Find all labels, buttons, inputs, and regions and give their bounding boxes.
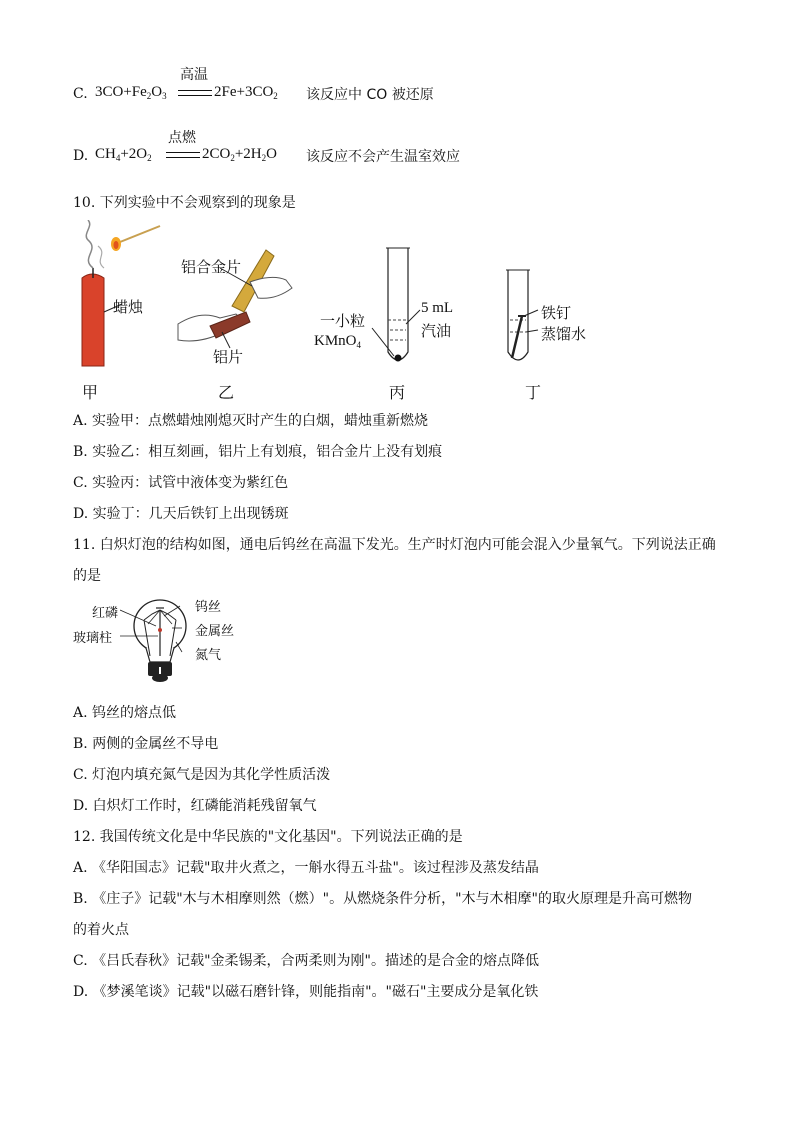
- q11-option-c: C. 灯泡内填充氮气是因为其化学性质活泼: [73, 767, 331, 783]
- sub-label-bing: 丙: [389, 383, 406, 402]
- condition-ignite: 点燃: [168, 130, 196, 146]
- label-alloy: 铝合金片: [181, 258, 242, 276]
- q12-option-a: A. 《华阳国志》记载"取井火煮之，一斛水得五斗盐"。该过程涉及蒸发结晶: [73, 860, 539, 876]
- option-d-letter: D.: [73, 148, 89, 164]
- label-nitrogen: 氮气: [195, 648, 222, 663]
- label-distilled-water: 蒸馏水: [541, 325, 587, 343]
- q10-option-a: A. 实验甲：点燃蜡烛刚熄灭时产生的白烟，蜡烛重新燃烧: [73, 413, 429, 429]
- equation-d-right: $2CO_2+2H_2O$: [202, 146, 277, 163]
- label-tungsten-wire: 钨丝: [195, 600, 222, 615]
- q10-option-d: D. 实验丁：几天后铁钉上出现锈斑: [73, 506, 289, 522]
- q11-option-b: B. 两侧的金属丝不导电: [73, 736, 219, 752]
- option-c-letter: C.: [73, 86, 88, 102]
- label-5ml: 5 mL: [421, 300, 454, 316]
- q12-stem: 12. 我国传统文化是中华民族的"文化基因"。下列说法正确的是: [73, 829, 463, 845]
- q11-stem-line1: 11. 白炽灯泡的结构如图，通电后钨丝在高温下发光。生产时灯泡内可能会混入少量氧气。下列说法正确: [73, 537, 716, 553]
- label-kmno4: KMnO$_4$: [314, 333, 362, 350]
- sub-label-jia: 甲: [82, 383, 99, 402]
- kmno4-tube-figure: [372, 248, 420, 362]
- option-c-note: 该反应中 CO 被还原: [306, 87, 434, 103]
- iron-nail-tube-figure: [506, 270, 538, 360]
- label-one-grain: 一小粒: [320, 312, 366, 330]
- q11-option-d: D. 白炽灯工作时，红磷能消耗残留氧气: [73, 798, 317, 814]
- q11-stem-line2: 的是: [73, 568, 101, 584]
- label-metal-wire: 金属丝: [195, 624, 235, 639]
- equation-c-right: $2Fe+3CO_2$: [214, 84, 278, 101]
- equation-c-left: $3CO+Fe_2O_3$: [95, 84, 167, 101]
- q11-option-a: A. 钨丝的熔点低: [73, 705, 177, 721]
- q12-option-c: C. 《吕氏春秋》记载"金柔锡柔，合两柔则为刚"。描述的是合金的熔点降低: [73, 953, 539, 969]
- label-aluminum: 铝片: [213, 348, 244, 366]
- sub-label-ding: 丁: [525, 383, 542, 402]
- option-d-note: 该反应不会产生温室效应: [306, 149, 460, 165]
- equation-d-left: $CH_4+2O_2$: [95, 146, 152, 163]
- q12-option-b-cont: 的着火点: [73, 922, 129, 938]
- label-candle: 蜡烛: [113, 298, 144, 316]
- label-glass-column: 玻璃柱: [73, 631, 113, 646]
- q10-stem: 10. 下列实验中不会观察到的现象是: [73, 195, 296, 211]
- q12-option-b: B. 《庄子》记载"木与木相摩则然（燃）"。从燃烧条件分析，"木与木相摩"的取火原理是升高可燃物: [73, 891, 692, 907]
- equation-c-sign: [178, 90, 212, 96]
- condition-high-temp: 高温: [180, 67, 208, 83]
- q10-option-b: B. 实验乙：相互刻画，铝片上有划痕，铝合金片上没有划痕: [73, 444, 443, 460]
- equation-d-sign: [166, 152, 200, 158]
- q12-option-d: D. 《梦溪笔谈》记载"以磁石磨针锋，则能指南"。"磁石"主要成分是氧化铁: [73, 984, 539, 1000]
- label-gasoline: 汽油: [421, 322, 452, 340]
- candle-figure: [82, 220, 160, 366]
- q10-figure: [60, 220, 620, 380]
- sub-label-yi: 乙: [218, 383, 235, 402]
- label-iron-nail: 铁钉: [541, 304, 572, 322]
- q10-option-c: C. 实验丙：试管中液体变为紫红色: [73, 475, 289, 491]
- label-red-phosphorus: 红磷: [92, 606, 119, 621]
